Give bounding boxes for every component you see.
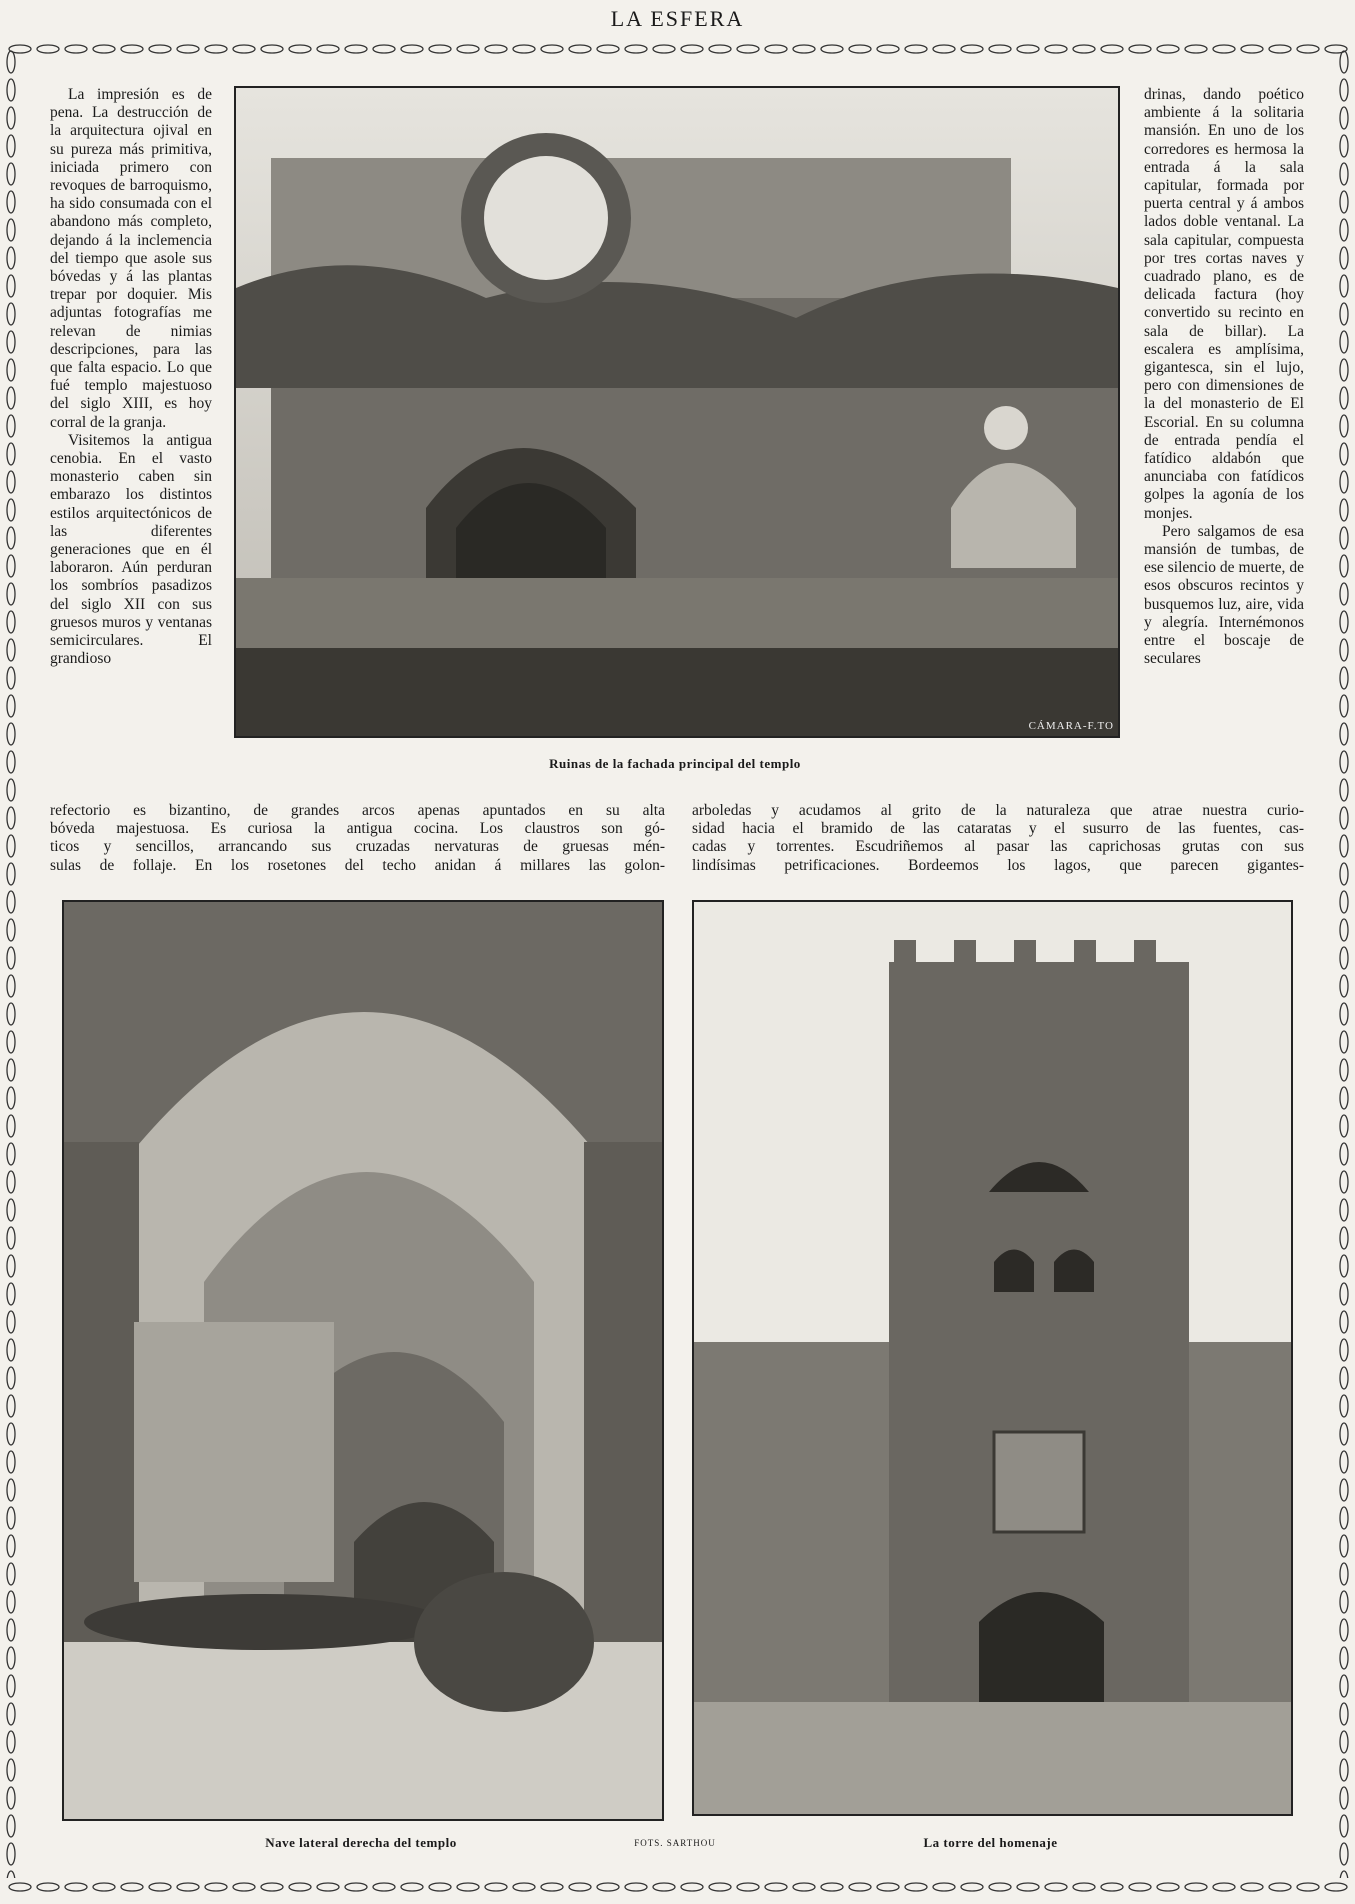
left-border-ornament	[4, 48, 18, 1878]
right-paragraph-2: Pero salgamos de esa mansión de tumbas, de ese silencio de muerte, de esos obscuros recintos y busquemos luz, aire, vida y alegría. Internémonos entre el boscaje de seculares	[1144, 522, 1304, 668]
left-paragraph-2: Visitemos la antigua cenobia. En el vasto monasterio caben sin embarazo los distintos estilos arquitectónicos de las diferentes generaciones que en él laboraron. Aún perduran los sombríos pasadizos del siglo XII con sus gruesos muros y ventanas semicirculares. El grandioso	[50, 431, 212, 668]
left-text-column	[50, 86, 212, 806]
caption-facade-ruins: Ruinas de la fachada principal del templo	[549, 756, 801, 771]
bottom-border-ornament	[6, 1880, 1349, 1894]
caption-tower: La torre del homenaje	[923, 1835, 1058, 1850]
photo-facade-ruins	[234, 86, 1120, 738]
right-text-column	[1144, 86, 1304, 806]
photo-nave	[62, 900, 664, 1821]
text-line: sidad hacia el bramido de las cataratas y el susurro de las fuentes, cas-	[692, 820, 1304, 838]
text-line: lindísimas petrificaciones. Bordeemos los lagos, que parecen gigantes-	[692, 856, 1304, 874]
left-paragraph-1: La impresión es de pena. La destrucción de la arquitectura ojival en su pureza más primitiva, iniciada primero con revoques de barroquismo, ha sido consumada con el abandono más completo, dejando á la inclemencia del tiempo que asole sus bóvedas y á las plantas trepar por doquier. Mis adjuntas fotografías me relevan de nimias descripciones, para las que falta espacio. Lo que fué templo majestuoso del siglo XIII, es hoy corral de la granja.	[50, 86, 212, 431]
text-line: ticos y sencillos, arrancando sus cruzadas nervaturas de gruesas mén-	[50, 838, 665, 856]
bottom-right-text	[692, 802, 1304, 875]
text-line: arboledas y acudamos al grito de la naturaleza que atrae nuestra curio-	[692, 802, 1304, 819]
text-line: refectorio es bizantino, de grandes arcos apenas apuntados en su alta	[50, 802, 665, 819]
text-line: bóveda majestuosa. Es curiosa la antigua cocina. Los claustros son gó-	[50, 820, 665, 838]
masthead: LA ESFERA	[610, 6, 745, 31]
bottom-left-text	[50, 802, 665, 875]
photo-watermark: CÁMARA-F.TO	[1028, 720, 1114, 732]
caption-nave: Nave lateral derecha del templo	[265, 1835, 457, 1850]
text-line: cadas y torrentes. Escudriñemos al pasar las caprichosas grutas con sus	[692, 838, 1304, 856]
text-line: sulas de follaje. En los rosetones del techo anidan á millares las golon-	[50, 856, 665, 874]
photo-credit: FOTS. SARTHOU	[634, 1838, 716, 1848]
right-paragraph-1: drinas, dando poético ambiente á la solitaria mansión. En uno de los corredores es hermosa la entrada á la sala capitular, formada por puerta central y á ambos lados doble ventanal. La sala capitular, compuesta por tres cortas naves y cuadrado plano, es de delicada factura (hoy convertido su recinto en sala de billar). La escalera es amplísima, gigantesca, sin el lujo, pero con dimensiones de la del monasterio de El Escorial. En su columna de entrada pendía el fatídico aldabón que anunciaba con fatídicos golpes la agonía de los monjes.	[1144, 86, 1304, 522]
top-border-ornament	[6, 42, 1349, 56]
right-border-ornament	[1337, 48, 1351, 1878]
photo-tower	[692, 900, 1293, 1816]
